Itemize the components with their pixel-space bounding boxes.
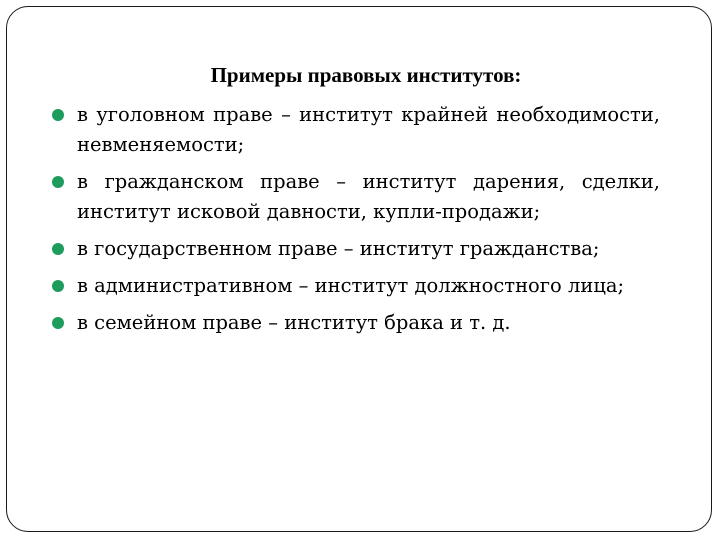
list-item-text: в административном – институт должностного лица; [77,274,625,297]
list-item [52,271,660,301]
slide-title: Примеры правовых институтов: [210,63,522,87]
list-item-text: в государственном праве – институт гражданства; [77,237,600,260]
list-item [52,308,660,338]
list-item [52,100,660,160]
bullet-icon [52,243,64,255]
bullet-icon [52,109,64,121]
bullet-icon [52,176,64,188]
list-item-text: в гражданском праве – институт дарения, сделки, институт исковой давности, купли-продажи; [77,170,660,223]
list-item-text: в уголовном праве – институт крайней необходимости, невменяемости; [77,103,660,156]
list-item [52,234,660,264]
bullet-icon [52,317,64,329]
bullet-list [52,100,660,345]
list-item [52,167,660,227]
bullet-icon [52,280,64,292]
list-item-text: в семейном праве – институт брака и т. д. [77,311,511,334]
